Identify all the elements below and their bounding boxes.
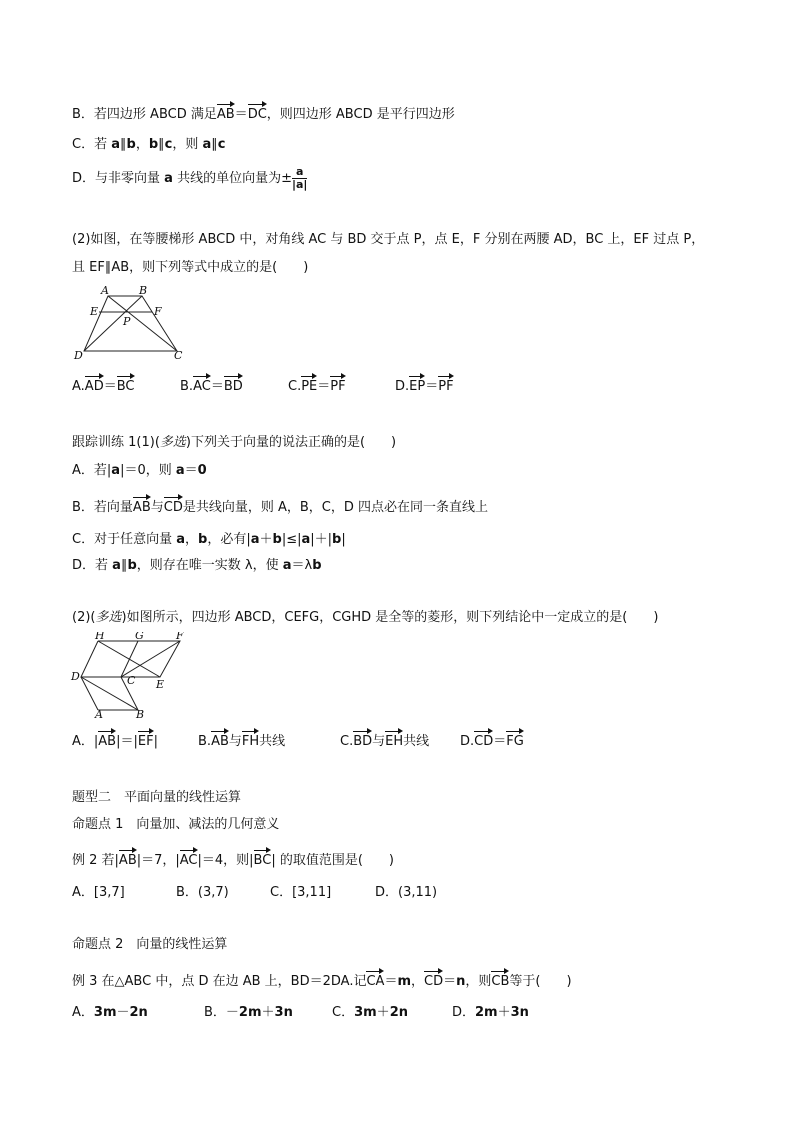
option-b[interactable]: B．(3,7) — [176, 885, 229, 900]
practice-2-stem: (2)(多选)如图所示，四边形 ABCD，CEFG，CGHD 是全等的菱形，则下列结论中一定成立的是( ) — [72, 610, 659, 625]
option-a[interactable]: A．|AB|＝|EF| — [72, 730, 158, 752]
label-f: F — [176, 632, 184, 642]
option-b-parallelogram: B．若四边形 ABCD 满足AB＝DC，则四边形 ABCD 是平行四边形 — [72, 103, 455, 125]
vector-ab: AB — [217, 103, 235, 125]
option-b[interactable]: B.AC＝BD — [180, 375, 243, 397]
label-a: A — [101, 284, 109, 297]
practice-1-option-d: D．若 a∥b，则存在唯一实数 λ，使 a＝λb — [72, 558, 322, 573]
option-d[interactable]: D.CD＝FG — [460, 730, 524, 752]
label-a: A — [95, 708, 103, 720]
option-c[interactable]: C．3m＋2n — [332, 1005, 408, 1020]
option-a[interactable]: A．3m－2n — [72, 1005, 148, 1020]
label-c: C — [174, 349, 183, 362]
option-b[interactable]: B.AB与FH共线 — [198, 730, 285, 752]
option-d[interactable]: D．2m＋3n — [452, 1005, 529, 1020]
label-p: P — [123, 315, 131, 328]
label-g: G — [135, 632, 144, 642]
proposition-point-2: 命题点 2 向量的线性运算 — [72, 937, 228, 952]
fraction: $\frac{a}{|a|}$ — [291, 165, 308, 191]
practice-1-option-c: C．对于任意向量 a，b，必有|a＋b|≤|a|＋|b| — [72, 532, 346, 547]
question-2-stem-line1: (2)如图，在等腰梯形 ABCD 中，对角线 AC 与 BD 交于点 P，点 E，F 分别在两腰 AD，BC 上，EF 过点 P， — [72, 232, 705, 247]
practice-1-option-a: A．若|a|＝0，则 a＝0 — [72, 463, 207, 478]
option-d[interactable]: D．(3,11) — [375, 885, 438, 900]
vector-dc: DC — [248, 103, 267, 125]
option-c[interactable]: C.PE＝PF — [288, 375, 346, 397]
practice-1-stem: 跟踪训练 1(1)(多选)下列关于向量的说法正确的是( ) — [72, 435, 397, 450]
rhombus-figure — [70, 632, 200, 720]
label-c: C — [127, 674, 136, 687]
option-d-unit-vector: D．与非零向量 a 共线的单位向量为± $\frac{a}{|a|}$ — [72, 165, 308, 191]
option-d[interactable]: D.EP＝PF — [395, 375, 454, 397]
diagonal-ac — [108, 296, 177, 351]
label-b: B — [139, 284, 148, 297]
option-c[interactable]: C．[3,11] — [270, 885, 332, 900]
option-a[interactable]: A．[3,7] — [72, 885, 125, 900]
proposition-point-1: 命题点 1 向量加、减法的几何意义 — [72, 817, 280, 832]
label-h: H — [95, 632, 105, 642]
option-b[interactable]: B．－2m＋3n — [204, 1005, 293, 1020]
label-e: E — [156, 678, 165, 691]
label-b: B — [136, 708, 145, 720]
option-c-parallel: C．若 a∥b，b∥c，则 a∥c — [72, 137, 226, 152]
practice-1-option-b: B．若向量AB与CD是共线向量，则 A，B，C，D 四点必在同一条直线上 — [72, 496, 488, 518]
question-2-stem-line2: 且 EF∥AB，则下列等式中成立的是( ) — [72, 260, 309, 275]
trapezoid-figure — [70, 284, 195, 364]
label-d: D — [71, 670, 80, 683]
example-2-stem: 例 2 若|AB|＝7，|AC|＝4，则|BC| 的取值范围是( ) — [72, 849, 394, 871]
label-d: D — [74, 349, 83, 362]
label-e: E — [90, 305, 99, 318]
option-c[interactable]: C.BD与EH共线 — [340, 730, 429, 752]
option-a[interactable]: A.AD＝BC — [72, 375, 135, 397]
label-f: F — [154, 305, 162, 318]
section-title: 题型二 平面向量的线性运算 — [72, 790, 242, 805]
example-3-stem: 例 3 在△ABC 中，点 D 在边 AB 上，BD＝2DA.记CA＝m，CD＝n，则CB等于( ) — [72, 970, 572, 992]
